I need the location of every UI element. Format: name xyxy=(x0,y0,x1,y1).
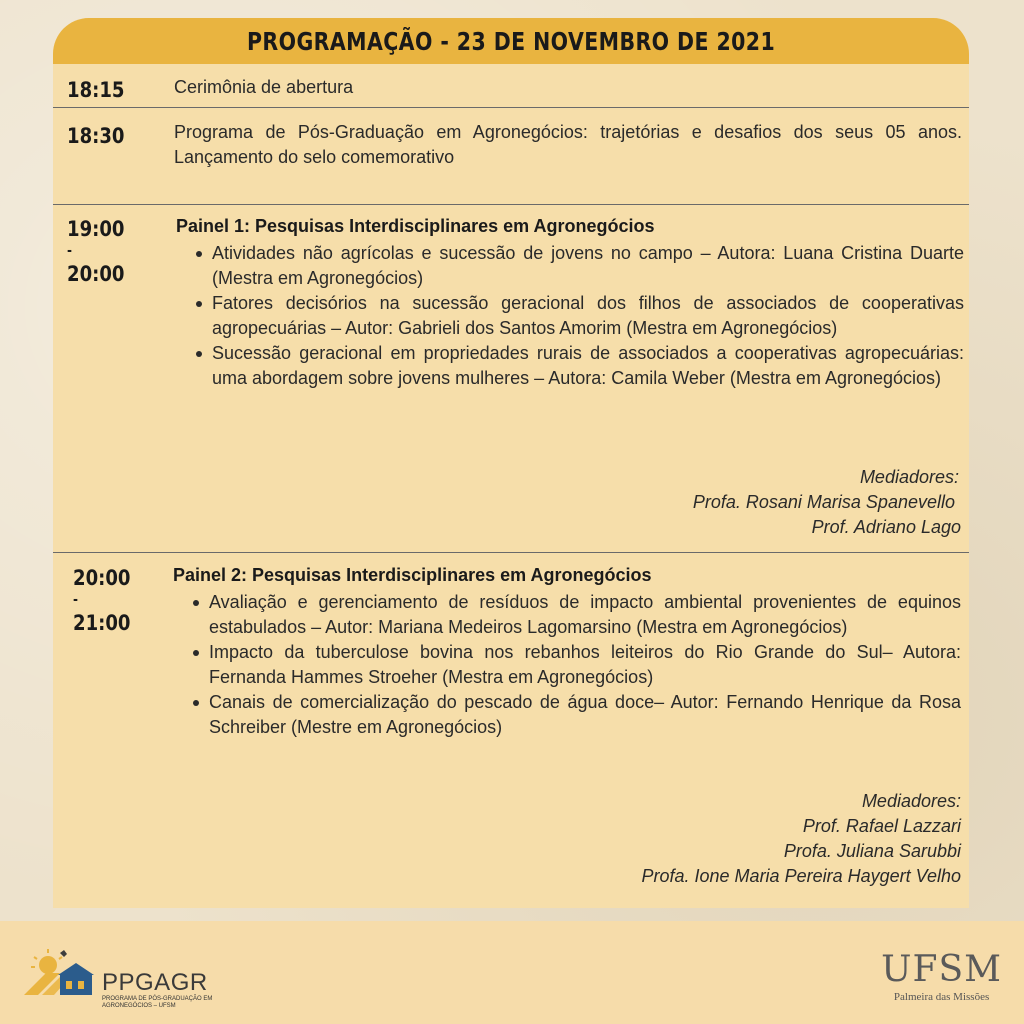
ppgagr-subtitle: PROGRAMA DE PÓS-GRADUAÇÃO EM AGRONEGÓCIOS – UFSM xyxy=(102,996,213,1009)
ufsm-name: UFSM xyxy=(881,949,1002,990)
list-item: Atividades não agrícolas e sucessão de jovens no campo – Autora: Luana Cristina Duarte (Mestra em Agronegócios) xyxy=(212,241,964,291)
mediator-name: Prof. Adriano Lago xyxy=(811,517,961,537)
ppgagr-name: PPGAGR xyxy=(102,969,208,996)
list-item: Sucessão geracional em propriedades rurais de associados a cooperativas agropecuárias: uma abordagem sobre jovens mulheres – Autora: Camila Weber (Mestra em Agronegócios) xyxy=(212,341,964,391)
panel1-content xyxy=(176,214,964,391)
program-time: 18:30 xyxy=(67,124,125,148)
mediator-name: Profa. Juliana Sarubbi xyxy=(783,841,961,861)
opening-time: 18:15 xyxy=(67,78,125,102)
panel2-time-separator: - xyxy=(73,592,78,608)
panel2-title: Painel 2: Pesquisas Interdisciplinares em Agronegócios xyxy=(173,565,652,585)
schedule-card xyxy=(53,18,969,908)
mediators-label: Mediadores: xyxy=(861,791,961,811)
panel1-time-end: 20:00 xyxy=(67,262,125,286)
panel1-time-start: 19:00 xyxy=(67,217,125,241)
mediator-name: Prof. Rafael Lazzari xyxy=(802,816,961,836)
panel1-time-separator: - xyxy=(67,243,72,259)
panel2-content xyxy=(173,563,961,740)
row-divider xyxy=(53,107,969,108)
row-divider xyxy=(53,552,969,553)
mediator-name: Profa. Ione Maria Pereira Haygert Velho xyxy=(641,866,961,886)
panel2-time-start: 20:00 xyxy=(73,566,131,590)
panel1-title: Painel 1: Pesquisas Interdisciplinares em Agronegócios xyxy=(176,216,655,236)
panel2-time-end: 21:00 xyxy=(73,611,131,635)
list-item: Fatores decisórios na sucessão geracional dos filhos de associados de cooperativas agropecuárias – Autor: Gabrieli dos Santos Amorim (Mestra em Agronegócios) xyxy=(212,291,964,341)
panel1-time xyxy=(67,218,124,285)
panel2-time xyxy=(73,567,130,634)
ppgagr-logo xyxy=(20,945,213,1015)
opening-text: Cerimônia de abertura xyxy=(174,77,354,97)
ppgagr-emblem-icon xyxy=(20,945,100,1005)
panel1-mediators xyxy=(693,465,961,540)
list-item: Impacto da tuberculose bovina nos rebanhos leiteiros do Rio Grande do Sul– Autora: Fernanda Hammes Stroeher (Mestra em Agronegócios) xyxy=(209,640,961,690)
panel2-topics xyxy=(173,590,961,740)
panel2-mediators xyxy=(642,789,962,889)
header-banner xyxy=(53,18,969,64)
footer xyxy=(0,921,1024,1024)
page-title: PROGRAMAÇÃO - 23 DE NOVEMBRO DE 2021 xyxy=(246,26,776,56)
list-item: Avaliação e gerenciamento de resíduos de impacto ambiental provenientes de equinos estabulados – Autor: Mariana Medeiros Lagomarsino (Mestra em Agronegócios) xyxy=(209,590,961,640)
list-item: Canais de comercialização do pescado de água doce– Autor: Fernando Henrique da Rosa Schreiber (Mestre em Agronegócios) xyxy=(209,690,961,740)
mediator-name: Profa. Rosani Marisa Spanevello xyxy=(692,492,955,512)
ufsm-campus: Palmeira das Missões xyxy=(893,991,990,1003)
program-text: Programa de Pós-Graduação em Agronegócios: trajetórias e desafios dos seus 05 anos. Lançamento do selo comemorativo xyxy=(174,122,962,167)
row-divider xyxy=(53,204,969,205)
panel1-topics xyxy=(176,241,964,391)
ufsm-logo xyxy=(881,951,1002,1003)
mediators-label: Mediadores: xyxy=(859,467,959,487)
